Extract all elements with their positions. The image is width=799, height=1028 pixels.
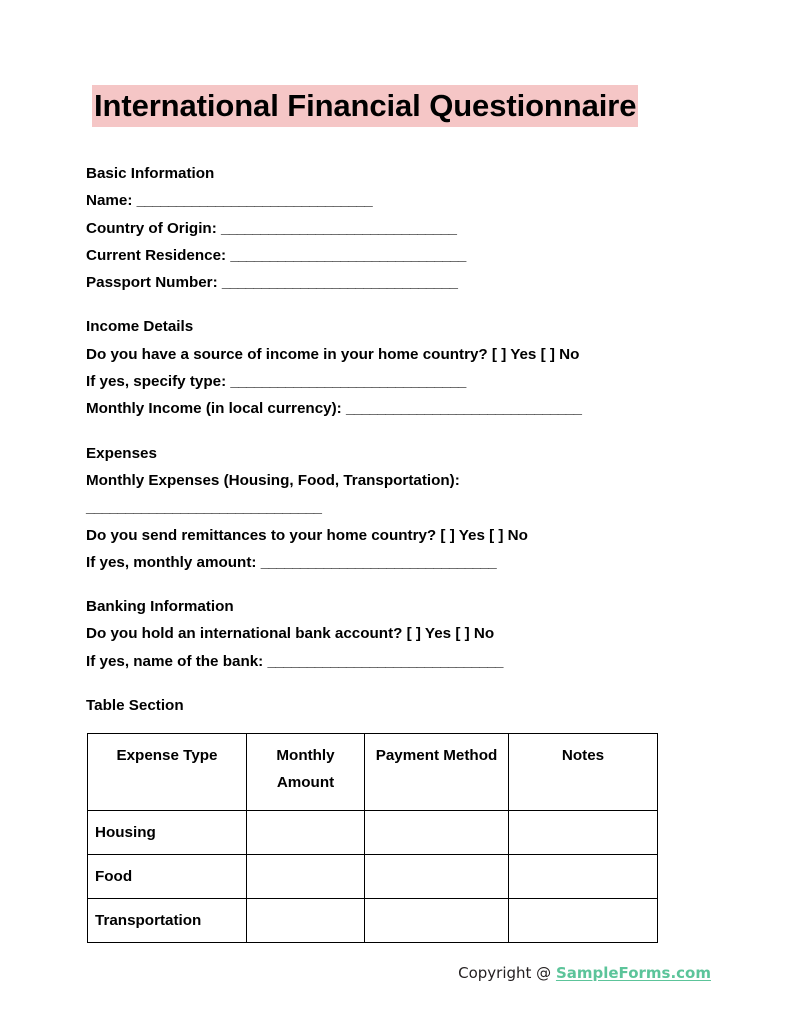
field-bank-name [86, 648, 746, 675]
field-label: If yes, name of the bank: [86, 652, 264, 670]
column-header-expense-type: Expense Type [88, 734, 247, 811]
table-row [88, 899, 658, 943]
cell-payment-method[interactable] [365, 899, 509, 943]
field-income-type [86, 368, 746, 395]
field-label: If yes, specify type: [86, 373, 227, 391]
sampleforms-link[interactable]: SampleForms.com [555, 964, 711, 982]
column-header-payment-method: Payment Method [365, 734, 509, 811]
section-heading: Banking Information [86, 598, 234, 616]
field-blank-line[interactable]: ______________________________ [221, 274, 458, 292]
cell-payment-method[interactable] [365, 811, 509, 855]
section-heading: Expenses [86, 444, 157, 462]
table-row [88, 855, 658, 899]
cell-notes[interactable] [509, 811, 658, 855]
copyright-label: Copyright @ [458, 964, 556, 982]
footer [0, 964, 799, 982]
cell-monthly-amount[interactable] [247, 811, 365, 855]
field-blank-line[interactable]: ______________________________ [86, 499, 322, 517]
field-label: Monthly Expenses (Housing, Food, Transportation): [86, 471, 460, 489]
field-monthly-income [86, 395, 746, 422]
section-banking-information [86, 593, 746, 675]
field-blank-line[interactable]: ______________________________ [267, 652, 503, 670]
field-label: Current Residence: [86, 246, 227, 264]
field-passport-number [86, 269, 746, 296]
cell-notes[interactable] [509, 899, 658, 943]
field-label: If yes, monthly amount: [86, 553, 257, 571]
field-name [86, 187, 746, 214]
column-header-monthly-amount: Monthly Amount [247, 734, 365, 811]
form-body [86, 160, 746, 675]
section-basic-information [86, 160, 746, 296]
field-blank-line[interactable]: ______________________________ [345, 400, 582, 418]
field-label: Monthly Income (in local currency): [86, 400, 342, 418]
field-blank-line[interactable]: ______________________________ [136, 192, 373, 210]
cell-monthly-amount[interactable] [247, 855, 365, 899]
section-heading: Basic Information [86, 165, 215, 182]
field-blank-line[interactable]: ______________________________ [230, 373, 466, 391]
question-label[interactable]: Do you hold an international bank account? [ ] Yes [ ] No [86, 625, 495, 643]
page-title [92, 82, 706, 130]
question-label[interactable]: Do you send remittances to your home country? [ ] Yes [ ] No [86, 526, 528, 544]
field-label: Passport Number: [86, 274, 218, 292]
question-label[interactable]: Do you have a source of income in your home country? [ ] Yes [ ] No [86, 345, 580, 363]
field-blank-line[interactable]: ______________________________ [260, 553, 497, 571]
cell-expense-type: Housing [88, 811, 247, 855]
expense-table [87, 733, 658, 943]
question-international-bank-account [86, 620, 746, 647]
cell-notes[interactable] [509, 855, 658, 899]
table-row [88, 811, 658, 855]
page-title-text: International Financial Questionnaire [92, 85, 638, 127]
field-country-of-origin [86, 215, 746, 242]
section-income-details [86, 313, 746, 422]
table-section-heading: Table Section [86, 697, 184, 714]
question-home-country-income [86, 341, 746, 368]
column-header-notes: Notes [509, 734, 658, 811]
cell-expense-type: Food [88, 855, 247, 899]
table-header-row [88, 734, 658, 811]
field-remittance-amount [86, 549, 746, 576]
section-expenses [86, 440, 746, 576]
field-monthly-expenses [86, 467, 746, 522]
cell-monthly-amount[interactable] [247, 899, 365, 943]
section-heading: Income Details [86, 318, 194, 336]
field-label: Name: [86, 192, 133, 210]
cell-payment-method[interactable] [365, 855, 509, 899]
field-blank-line[interactable]: ______________________________ [221, 219, 457, 237]
field-blank-line[interactable]: ______________________________ [230, 246, 466, 264]
cell-expense-type: Transportation [88, 899, 247, 943]
field-current-residence [86, 242, 746, 269]
field-label: Country of Origin: [86, 219, 217, 237]
question-remittances [86, 522, 746, 549]
